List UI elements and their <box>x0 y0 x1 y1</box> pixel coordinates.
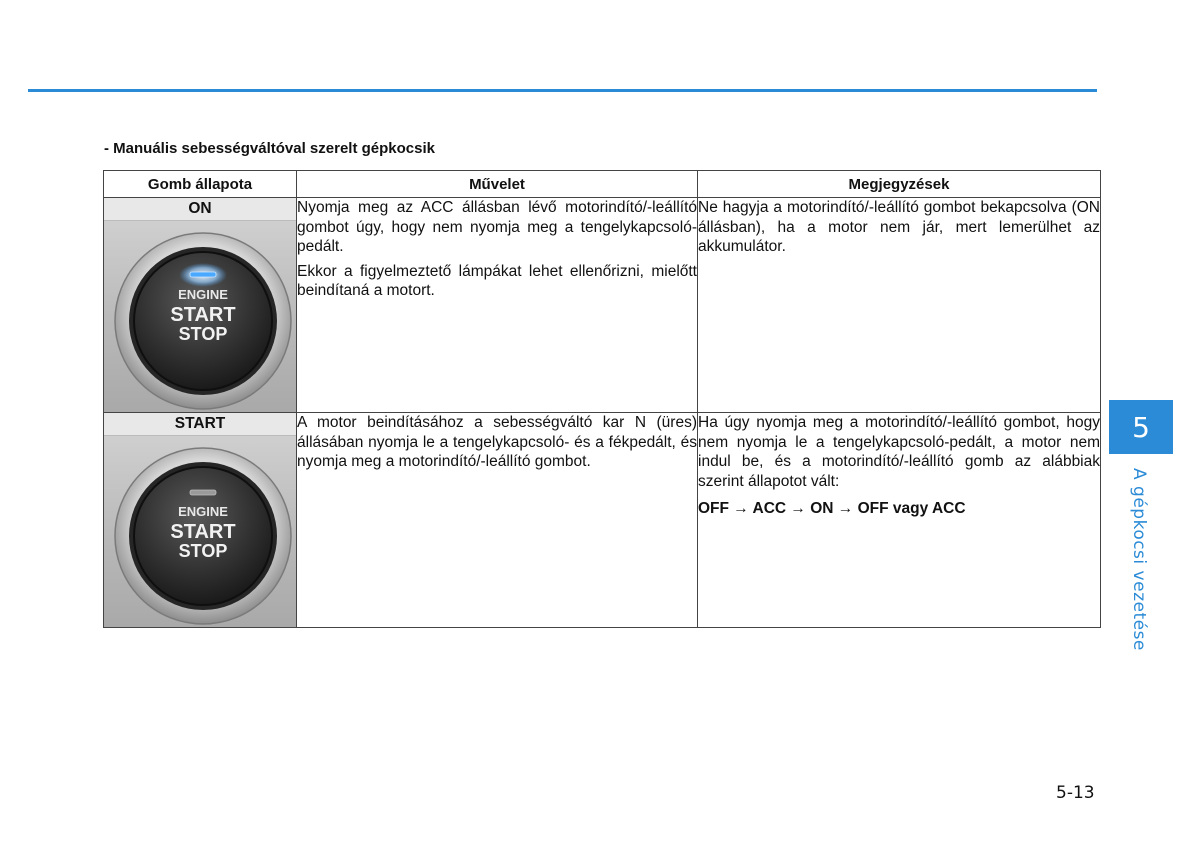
button-text-stop: STOP <box>178 541 228 561</box>
page-number: 5-13 <box>1056 783 1095 803</box>
start-stop-button-image <box>104 436 296 627</box>
button-state-table <box>103 170 1101 628</box>
operation-text: Ekkor a figyelmeztető lámpákat lehet ellenőrizni, mielőtt beindítaná a motort. <box>297 262 697 299</box>
button-text-engine: ENGINE <box>178 504 228 519</box>
state-cell <box>104 198 297 413</box>
column-header-state: Gomb állapota <box>104 171 297 198</box>
column-header-notes: Megjegyzések <box>698 171 1101 198</box>
notes-cell <box>698 413 1101 628</box>
table-row-on <box>104 198 1101 413</box>
engine-start-stop-button-icon <box>104 436 296 627</box>
table-row-start <box>104 413 1101 628</box>
operation-text: A motor beindításához a sebességváltó kar N (üres) állásában nyomja le a tengelykapcsoló- és a fékpedált, és nyomja meg a motorindító/-leállító gombot. <box>297 414 697 470</box>
table-header-row <box>104 171 1101 198</box>
state-cell <box>104 413 297 628</box>
section-heading: - Manuális sebességváltóval szerelt gépkocsik <box>104 140 435 157</box>
chapter-number-tab: 5 <box>1109 400 1173 454</box>
column-header-operation: Művelet <box>297 171 698 198</box>
engine-start-stop-button-icon <box>104 221 296 412</box>
operation-cell <box>297 413 698 628</box>
operation-text: Nyomja meg az ACC állásban lévő motorindító/-leállító gombot úgy, hogy nem nyomja meg a tengelykapcsoló-pedált. <box>297 199 697 255</box>
state-sequence: OFF → ACC → ON → OFF vagy ACC <box>698 500 966 517</box>
button-text-stop: STOP <box>178 324 228 344</box>
button-text-start: START <box>170 304 236 326</box>
chapter-title: A gépkocsi vezetése <box>1129 468 1149 651</box>
notes-text: Ha úgy nyomja meg a motorindító/-leállító gombot, hogy nem nyomja le a tengelykapcsoló-pedált, a motor nem indul be, és a motorindító/-leállító gomb az alábbiak szerint állapotot vált: <box>698 414 1100 490</box>
state-label: ON <box>104 198 296 221</box>
start-stop-button-image <box>104 221 296 412</box>
button-text-start: START <box>170 521 236 543</box>
button-engraving <box>170 287 235 344</box>
button-engraving <box>170 504 235 561</box>
notes-cell <box>698 198 1101 413</box>
notes-text: Ne hagyja a motorindító/-leállító gombot bekapcsolva (ON állásban), ha a motor nem jár, mert lemerülhet az akkumulátor. <box>698 199 1100 255</box>
operation-cell <box>297 198 698 413</box>
state-label: START <box>104 413 296 436</box>
button-text-engine: ENGINE <box>178 287 228 302</box>
top-rule <box>28 89 1097 92</box>
